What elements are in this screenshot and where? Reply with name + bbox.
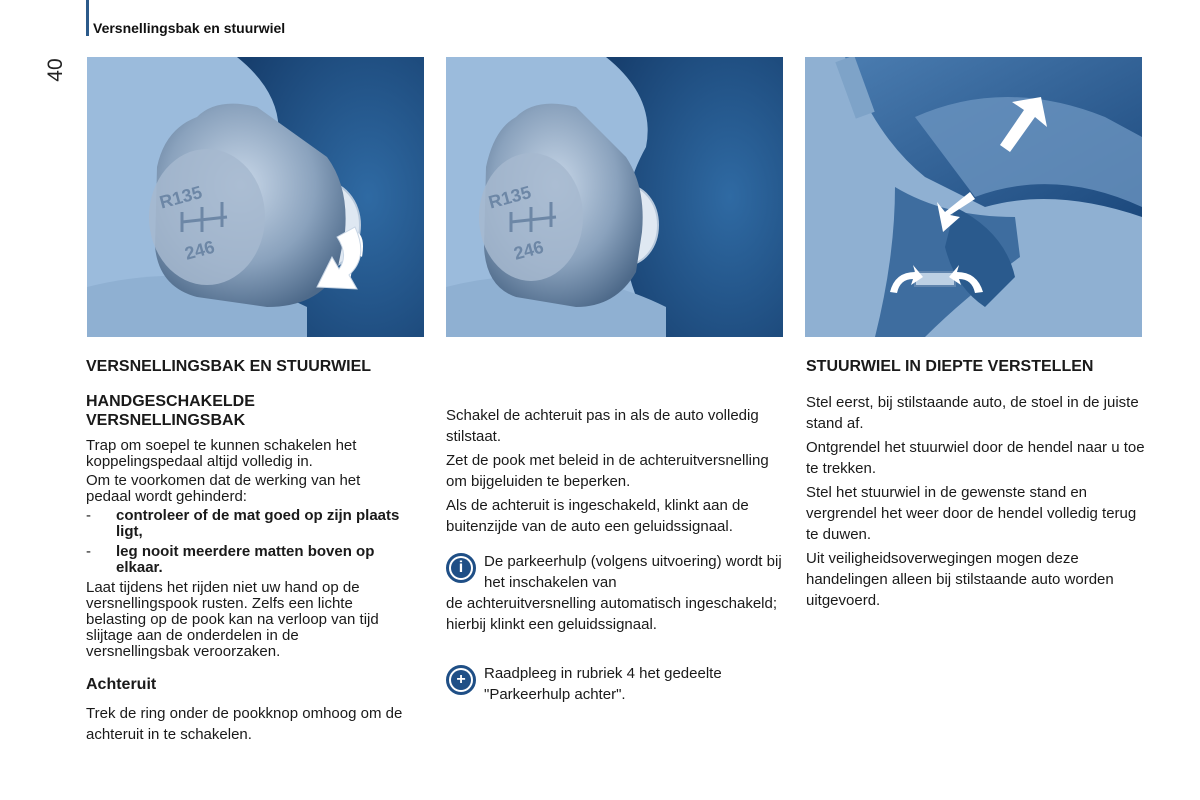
knob-label-top: R135 bbox=[486, 182, 534, 213]
paragraph-safety: Uit veiligheidsoverwegingen mogen deze handelingen alleen bij stilstaande auto worden uitgevoerd. bbox=[806, 550, 1114, 609]
illustration-gear-knob bbox=[446, 57, 783, 337]
illustration-steering-column bbox=[805, 57, 1142, 337]
note-info bbox=[446, 551, 786, 635]
heading-reverse: Achteruit bbox=[86, 676, 157, 693]
subheading-manual-gearbox: HANDGESCHAKELDE VERSNELLINGSBAK bbox=[86, 393, 255, 429]
knob-label-top: R135 bbox=[157, 182, 205, 213]
note-reference-text: Raadpleeg in rubriek 4 het gedeelte "Parkeerhulp achter". bbox=[484, 665, 722, 703]
header-accent-bar bbox=[86, 0, 89, 36]
note-info-first: De parkeerhulp (volgens uitvoering) wordt bij het inschakelen van bbox=[484, 553, 782, 591]
bullet-marker: - bbox=[86, 543, 91, 560]
knob-label-bottom: 246 bbox=[182, 236, 217, 264]
paragraph-hand-rest: Laat tijdens het rijden niet uw hand op de versnellingspook rusten. Zelfs een lichte belasting op de pook kan na verloop van tijd slijtage aan de onderdelen in de versnellingsbak veroorzaken. bbox=[86, 579, 379, 660]
page-number: 40 bbox=[44, 58, 67, 82]
bullet-text: controleer of de mat goed op zijn plaats ligt, bbox=[116, 507, 400, 540]
bullet-list bbox=[86, 508, 406, 576]
paragraph-standstill: Schakel de achteruit pas in als de auto volledig stilstaat. bbox=[446, 407, 759, 445]
header-title: Versnellingsbak en stuurwiel bbox=[93, 20, 286, 36]
column-reverse bbox=[446, 405, 786, 705]
paragraph-adjust: Stel het stuurwiel in de gewenste stand en vergrendel het weer door de hendel volledig terug te duwen. bbox=[806, 484, 1137, 543]
paragraph-lever: Zet de pook met beleid in de achteruitversnelling om bijgeluiden te beperken. bbox=[446, 452, 769, 490]
paragraph-clutch: Trap om soepel te kunnen schakelen het koppelingspedaal altijd volledig in. bbox=[86, 437, 357, 470]
illustration-gear-knob-ring bbox=[87, 57, 424, 337]
bullet-item bbox=[86, 544, 406, 576]
column-steering-wheel bbox=[806, 356, 1148, 614]
paragraph-seat: Stel eerst, bij stilstaande auto, de stoel in de juiste stand af. bbox=[806, 394, 1139, 432]
info-icon: i bbox=[446, 553, 476, 583]
bullet-text: leg nooit meerdere matten boven op elkaar. bbox=[116, 543, 375, 576]
note-info-rest: de achteruitversnelling automatisch ingeschakeld; hierbij klinkt een geluidssignaal. bbox=[446, 595, 778, 633]
plus-icon: + bbox=[446, 665, 476, 695]
paragraph-pedal: Om te voorkomen dat de werking van het pedaal wordt gehinderd: bbox=[86, 472, 361, 505]
section-heading-steering-depth: STUURWIEL IN DIEPTE VERSTELLEN bbox=[806, 358, 1094, 375]
bullet-marker: - bbox=[86, 507, 91, 524]
paragraph-reverse-ring: Trek de ring onder de pookknop omhoog om de achteruit in te schakelen. bbox=[86, 705, 403, 743]
bullet-item bbox=[86, 508, 406, 540]
column-gearbox bbox=[86, 356, 406, 748]
knob-label-bottom: 246 bbox=[511, 236, 546, 264]
paragraph-unlock: Ontgrendel het stuurwiel door de hendel naar u toe te trekken. bbox=[806, 439, 1145, 477]
section-heading-gearbox-steering: VERSNELLINGSBAK EN STUURWIEL bbox=[86, 358, 372, 375]
paragraph-signal: Als de achteruit is ingeschakeld, klinkt aan de buitenzijde van de auto een geluidssignaal. bbox=[446, 497, 749, 535]
note-reference bbox=[446, 663, 786, 705]
